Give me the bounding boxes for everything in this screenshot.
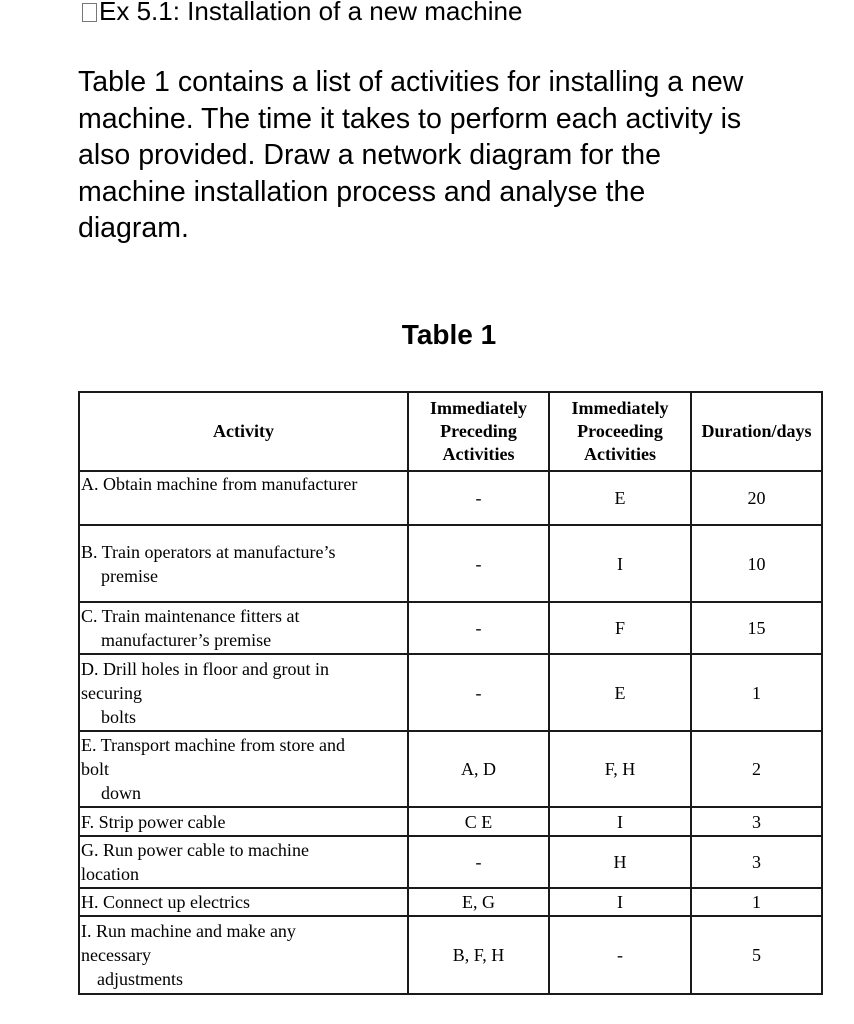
activity-cell: C. Train maintenance fitters at manufacturer’s premise: [79, 602, 408, 654]
intro-line: diagram.: [78, 212, 189, 244]
preceding-cell: -: [408, 471, 549, 525]
exercise-title: Ex 5.1: Installation of a new machine: [99, 0, 523, 26]
table-caption: Table 1: [401, 319, 497, 350]
preceding-cell: B, F, H: [408, 916, 549, 994]
proceeding-cell: I: [549, 888, 691, 916]
duration-cell: 15: [691, 602, 822, 654]
intro-line: Table 1 contains a list of activities for installing a new: [78, 66, 744, 98]
activity-cell: E. Transport machine from store and bolt down: [79, 731, 408, 807]
intro-paragraph: [78, 64, 818, 247]
activity-cell: F. Strip power cable: [79, 807, 408, 836]
table-row: [79, 836, 822, 888]
header-duration: Duration/days: [691, 392, 822, 471]
duration-cell: 20: [691, 471, 822, 525]
table-row: [79, 525, 822, 602]
duration-cell: 10: [691, 525, 822, 602]
missing-glyph-icon: [82, 3, 97, 22]
activity-cell: D. Drill holes in floor and grout in securing bolts: [79, 654, 408, 731]
proceeding-cell: H: [549, 836, 691, 888]
table-row: [79, 471, 822, 525]
activity-cell: H. Connect up electrics: [79, 888, 408, 916]
exercise-heading: [82, 0, 522, 28]
header-activity: Activity: [79, 392, 408, 471]
preceding-cell: -: [408, 602, 549, 654]
proceeding-cell: F: [549, 602, 691, 654]
preceding-cell: E, G: [408, 888, 549, 916]
proceeding-cell: -: [549, 916, 691, 994]
table-row: [79, 807, 822, 836]
header-proceeding: Immediately Proceeding Activities: [549, 392, 691, 471]
preceding-cell: C E: [408, 807, 549, 836]
table-row: [79, 916, 822, 994]
activity-cell: G. Run power cable to machine location: [79, 836, 408, 888]
activity-cell: I. Run machine and make any necessary adjustments: [79, 916, 408, 994]
proceeding-cell: I: [549, 525, 691, 602]
duration-cell: 1: [691, 654, 822, 731]
activity-cell: A. Obtain machine from manufacturer: [79, 471, 408, 525]
preceding-cell: -: [408, 654, 549, 731]
table-row: [79, 731, 822, 807]
intro-line: machine installation process and analyse the: [78, 175, 646, 208]
duration-cell: 1: [691, 888, 822, 916]
intro-line: machine. The time it takes to perform each activity is: [78, 102, 742, 135]
activity-cell: B. Train operators at manufacture’s premise: [79, 525, 408, 602]
duration-cell: 3: [691, 807, 822, 836]
proceeding-cell: E: [549, 654, 691, 731]
duration-cell: 5: [691, 916, 822, 994]
proceeding-cell: I: [549, 807, 691, 836]
table-header-row: [79, 392, 822, 471]
proceeding-cell: F, H: [549, 731, 691, 807]
preceding-cell: -: [408, 525, 549, 602]
table-row: [79, 602, 822, 654]
intro-line: also provided. Draw a network diagram for the: [78, 139, 661, 171]
activities-table: [78, 391, 823, 995]
duration-cell: 2: [691, 731, 822, 807]
table-row: [79, 654, 822, 731]
proceeding-cell: E: [549, 471, 691, 525]
duration-cell: 3: [691, 836, 822, 888]
header-preceding: Immediately Preceding Activities: [408, 392, 549, 471]
table-row: [79, 888, 822, 916]
preceding-cell: -: [408, 836, 549, 888]
preceding-cell: A, D: [408, 731, 549, 807]
